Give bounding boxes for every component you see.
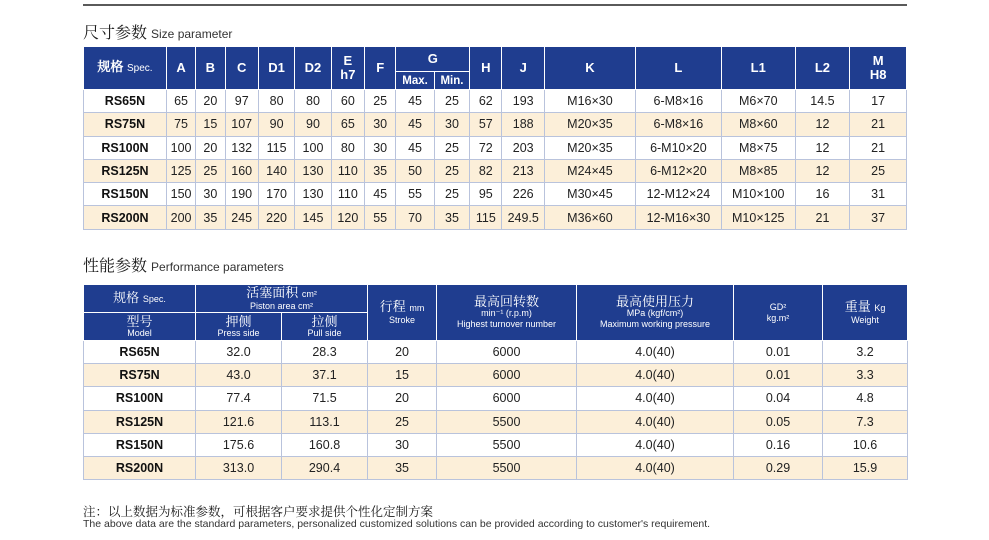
cell-d1: 220	[258, 206, 294, 229]
cell-pull: 160.8	[282, 433, 368, 456]
cell-d1: 80	[258, 90, 294, 113]
cell-b: 20	[196, 90, 225, 113]
cell-gd: 0.16	[734, 433, 823, 456]
cell-l2: 14.5	[795, 90, 850, 113]
cell-k: M30×45	[544, 183, 635, 206]
cell-k: M20×35	[544, 113, 635, 136]
col-b-header: B	[196, 47, 225, 90]
cell-pressure: 4.0(40)	[577, 456, 734, 479]
cell-press: 77.4	[196, 387, 282, 410]
cell-l: 6-M8×16	[635, 113, 721, 136]
model-cell: RS150N	[84, 183, 167, 206]
cell-weight: 4.8	[823, 387, 908, 410]
cell-f: 30	[365, 113, 396, 136]
col-f-header: F	[365, 47, 396, 90]
cell-b: 25	[196, 159, 225, 182]
spec-header: 规格 Spec.	[84, 47, 167, 90]
cell-gmax: 45	[396, 113, 434, 136]
table-row	[84, 387, 908, 410]
cell-speed: 6000	[437, 341, 577, 364]
cell-c: 160	[225, 159, 258, 182]
cell-j: 193	[502, 90, 544, 113]
cell-pressure: 4.0(40)	[577, 341, 734, 364]
cell-l: 12-M12×24	[635, 183, 721, 206]
cell-d2: 100	[295, 136, 331, 159]
table-row	[84, 113, 907, 136]
gd2-header: GD² kg.m²	[734, 285, 823, 341]
cell-k: M20×35	[544, 136, 635, 159]
cell-pressure: 4.0(40)	[577, 433, 734, 456]
cell-m: 31	[850, 183, 907, 206]
cell-gmax: 50	[396, 159, 434, 182]
model-cell: RS150N	[84, 433, 196, 456]
cell-a: 125	[166, 159, 195, 182]
cell-d2: 90	[295, 113, 331, 136]
col-l-header: L	[635, 47, 721, 90]
cell-l1: M8×75	[721, 136, 795, 159]
col-j-header: J	[502, 47, 544, 90]
cell-d1: 170	[258, 183, 294, 206]
cell-f: 30	[365, 136, 396, 159]
cell-pull: 37.1	[282, 364, 368, 387]
cell-gmax: 70	[396, 206, 434, 229]
cell-l1: M6×70	[721, 90, 795, 113]
size-parameter-table	[83, 46, 907, 230]
table-row	[84, 341, 908, 364]
cell-j: 203	[502, 136, 544, 159]
table-row	[84, 410, 908, 433]
cell-speed: 6000	[437, 387, 577, 410]
table-row	[84, 433, 908, 456]
cell-gd: 0.01	[734, 341, 823, 364]
table-row	[84, 364, 908, 387]
perf-section-title	[83, 253, 284, 276]
cell-pull: 113.1	[282, 410, 368, 433]
cell-e: 110	[331, 183, 364, 206]
cell-e: 80	[331, 136, 364, 159]
table-row	[84, 206, 907, 229]
cell-f: 55	[365, 206, 396, 229]
cell-gd: 0.01	[734, 364, 823, 387]
cell-h: 95	[470, 183, 502, 206]
cell-press: 175.6	[196, 433, 282, 456]
cell-gmax: 55	[396, 183, 434, 206]
cell-press: 43.0	[196, 364, 282, 387]
cell-h: 62	[470, 90, 502, 113]
cell-gd: 0.04	[734, 387, 823, 410]
cell-weight: 3.2	[823, 341, 908, 364]
table-row	[84, 183, 907, 206]
cell-c: 97	[225, 90, 258, 113]
model-cell: RS200N	[84, 206, 167, 229]
cell-d2: 80	[295, 90, 331, 113]
cell-a: 150	[166, 183, 195, 206]
pressure-header: 最高使用压力 MPa (kgf/cm²) Maximum working pressure	[577, 285, 734, 341]
top-divider	[83, 4, 907, 6]
cell-m: 21	[850, 113, 907, 136]
col-g-max-header: Max.	[396, 72, 434, 90]
cell-weight: 10.6	[823, 433, 908, 456]
cell-c: 132	[225, 136, 258, 159]
cell-b: 30	[196, 183, 225, 206]
cell-stroke: 15	[368, 364, 437, 387]
cell-gd: 0.05	[734, 410, 823, 433]
col-d2-header: D2	[295, 47, 331, 90]
cell-a: 200	[166, 206, 195, 229]
cell-f: 35	[365, 159, 396, 182]
cell-l1: M8×60	[721, 113, 795, 136]
model-cell: RS65N	[84, 90, 167, 113]
cell-m: 21	[850, 136, 907, 159]
cell-l1: M10×100	[721, 183, 795, 206]
cell-gmax: 45	[396, 90, 434, 113]
cell-pull: 290.4	[282, 456, 368, 479]
cell-speed: 5500	[437, 433, 577, 456]
col-e-header: E h7	[331, 47, 364, 90]
cell-m: 25	[850, 159, 907, 182]
cell-pressure: 4.0(40)	[577, 387, 734, 410]
cell-e: 65	[331, 113, 364, 136]
col-l2-header: L2	[795, 47, 850, 90]
cell-gmax: 45	[396, 136, 434, 159]
cell-stroke: 25	[368, 410, 437, 433]
cell-gmin: 35	[434, 206, 469, 229]
cell-b: 20	[196, 136, 225, 159]
cell-c: 190	[225, 183, 258, 206]
cell-stroke: 35	[368, 456, 437, 479]
cell-gmin: 30	[434, 113, 469, 136]
size-section-title	[83, 20, 232, 43]
model-header: 型号 Model	[84, 313, 196, 341]
col-h-header: H	[470, 47, 502, 90]
cell-h: 115	[470, 206, 502, 229]
cell-stroke: 20	[368, 341, 437, 364]
cell-l: 6-M10×20	[635, 136, 721, 159]
cell-m: 37	[850, 206, 907, 229]
table-row	[84, 90, 907, 113]
cell-pressure: 4.0(40)	[577, 364, 734, 387]
cell-m: 17	[850, 90, 907, 113]
col-d1-header: D1	[258, 47, 294, 90]
col-a-header: A	[166, 47, 195, 90]
cell-gmin: 25	[434, 136, 469, 159]
cell-h: 57	[470, 113, 502, 136]
cell-l: 6-M12×20	[635, 159, 721, 182]
cell-a: 75	[166, 113, 195, 136]
spec-header: 规格 Spec.	[84, 285, 196, 313]
model-cell: RS125N	[84, 159, 167, 182]
cell-j: 249.5	[502, 206, 544, 229]
cell-l2: 12	[795, 113, 850, 136]
cell-a: 65	[166, 90, 195, 113]
model-cell: RS65N	[84, 341, 196, 364]
cell-b: 35	[196, 206, 225, 229]
cell-speed: 5500	[437, 456, 577, 479]
cell-l: 12-M16×30	[635, 206, 721, 229]
cell-j: 213	[502, 159, 544, 182]
table-row	[84, 159, 907, 182]
col-l1-header: L1	[721, 47, 795, 90]
cell-k: M24×45	[544, 159, 635, 182]
cell-l2: 12	[795, 136, 850, 159]
cell-weight: 15.9	[823, 456, 908, 479]
col-g-header: G	[396, 47, 470, 72]
performance-parameter-table	[83, 284, 908, 480]
cell-l2: 12	[795, 159, 850, 182]
model-cell: RS75N	[84, 113, 167, 136]
cell-press: 313.0	[196, 456, 282, 479]
cell-stroke: 30	[368, 433, 437, 456]
speed-header: 最高回转数 min⁻¹ (r.p.m) Highest turnover number	[437, 285, 577, 341]
cell-e: 110	[331, 159, 364, 182]
piston-area-header: 活塞面积 cm² Piston area cm²	[196, 285, 368, 313]
cell-gmin: 25	[434, 90, 469, 113]
cell-h: 72	[470, 136, 502, 159]
cell-pull: 71.5	[282, 387, 368, 410]
cell-pressure: 4.0(40)	[577, 410, 734, 433]
cell-pull: 28.3	[282, 341, 368, 364]
cell-a: 100	[166, 136, 195, 159]
cell-press: 121.6	[196, 410, 282, 433]
table-row	[84, 456, 908, 479]
cell-b: 15	[196, 113, 225, 136]
perf-title-cn: 性能参数	[83, 258, 148, 275]
cell-l1: M10×125	[721, 206, 795, 229]
cell-speed: 6000	[437, 364, 577, 387]
cell-e: 120	[331, 206, 364, 229]
cell-d1: 90	[258, 113, 294, 136]
col-g-min-header: Min.	[434, 72, 469, 90]
cell-h: 82	[470, 159, 502, 182]
perf-title-en: Performance parameters	[151, 260, 284, 274]
cell-press: 32.0	[196, 341, 282, 364]
cell-d1: 115	[258, 136, 294, 159]
cell-l2: 16	[795, 183, 850, 206]
col-c-header: C	[225, 47, 258, 90]
stroke-header: 行程 mm Stroke	[368, 285, 437, 341]
model-cell: RS200N	[84, 456, 196, 479]
press-side-header: 押侧 Press side	[196, 313, 282, 341]
cell-e: 60	[331, 90, 364, 113]
cell-gmin: 25	[434, 159, 469, 182]
weight-header: 重量 Kg Weight	[823, 285, 908, 341]
cell-speed: 5500	[437, 410, 577, 433]
col-k-header: K	[544, 47, 635, 90]
cell-j: 188	[502, 113, 544, 136]
cell-f: 25	[365, 90, 396, 113]
size-title-cn: 尺寸参数	[83, 25, 148, 42]
cell-gd: 0.29	[734, 456, 823, 479]
cell-gmin: 25	[434, 183, 469, 206]
cell-d2: 145	[295, 206, 331, 229]
cell-stroke: 20	[368, 387, 437, 410]
cell-d1: 140	[258, 159, 294, 182]
cell-k: M16×30	[544, 90, 635, 113]
cell-l1: M8×85	[721, 159, 795, 182]
cell-j: 226	[502, 183, 544, 206]
model-cell: RS100N	[84, 387, 196, 410]
cell-l: 6-M8×16	[635, 90, 721, 113]
pull-side-header: 拉侧 Pull side	[282, 313, 368, 341]
cell-d2: 130	[295, 183, 331, 206]
cell-f: 45	[365, 183, 396, 206]
cell-weight: 3.3	[823, 364, 908, 387]
col-m-header: M H8	[850, 47, 907, 90]
cell-weight: 7.3	[823, 410, 908, 433]
model-cell: RS100N	[84, 136, 167, 159]
model-cell: RS125N	[84, 410, 196, 433]
table-row	[84, 136, 907, 159]
cell-c: 107	[225, 113, 258, 136]
cell-c: 245	[225, 206, 258, 229]
model-cell: RS75N	[84, 364, 196, 387]
cell-l2: 21	[795, 206, 850, 229]
cell-k: M36×60	[544, 206, 635, 229]
cell-d2: 130	[295, 159, 331, 182]
note-en: The above data are the standard parameters, personalized customized solutions can be provided according to customer's requirement.	[83, 518, 711, 530]
size-title-en: Size parameter	[151, 27, 233, 41]
note-cn: 注：以上数据为标准参数，可根据客户要求提供个性化定制方案	[83, 505, 434, 519]
